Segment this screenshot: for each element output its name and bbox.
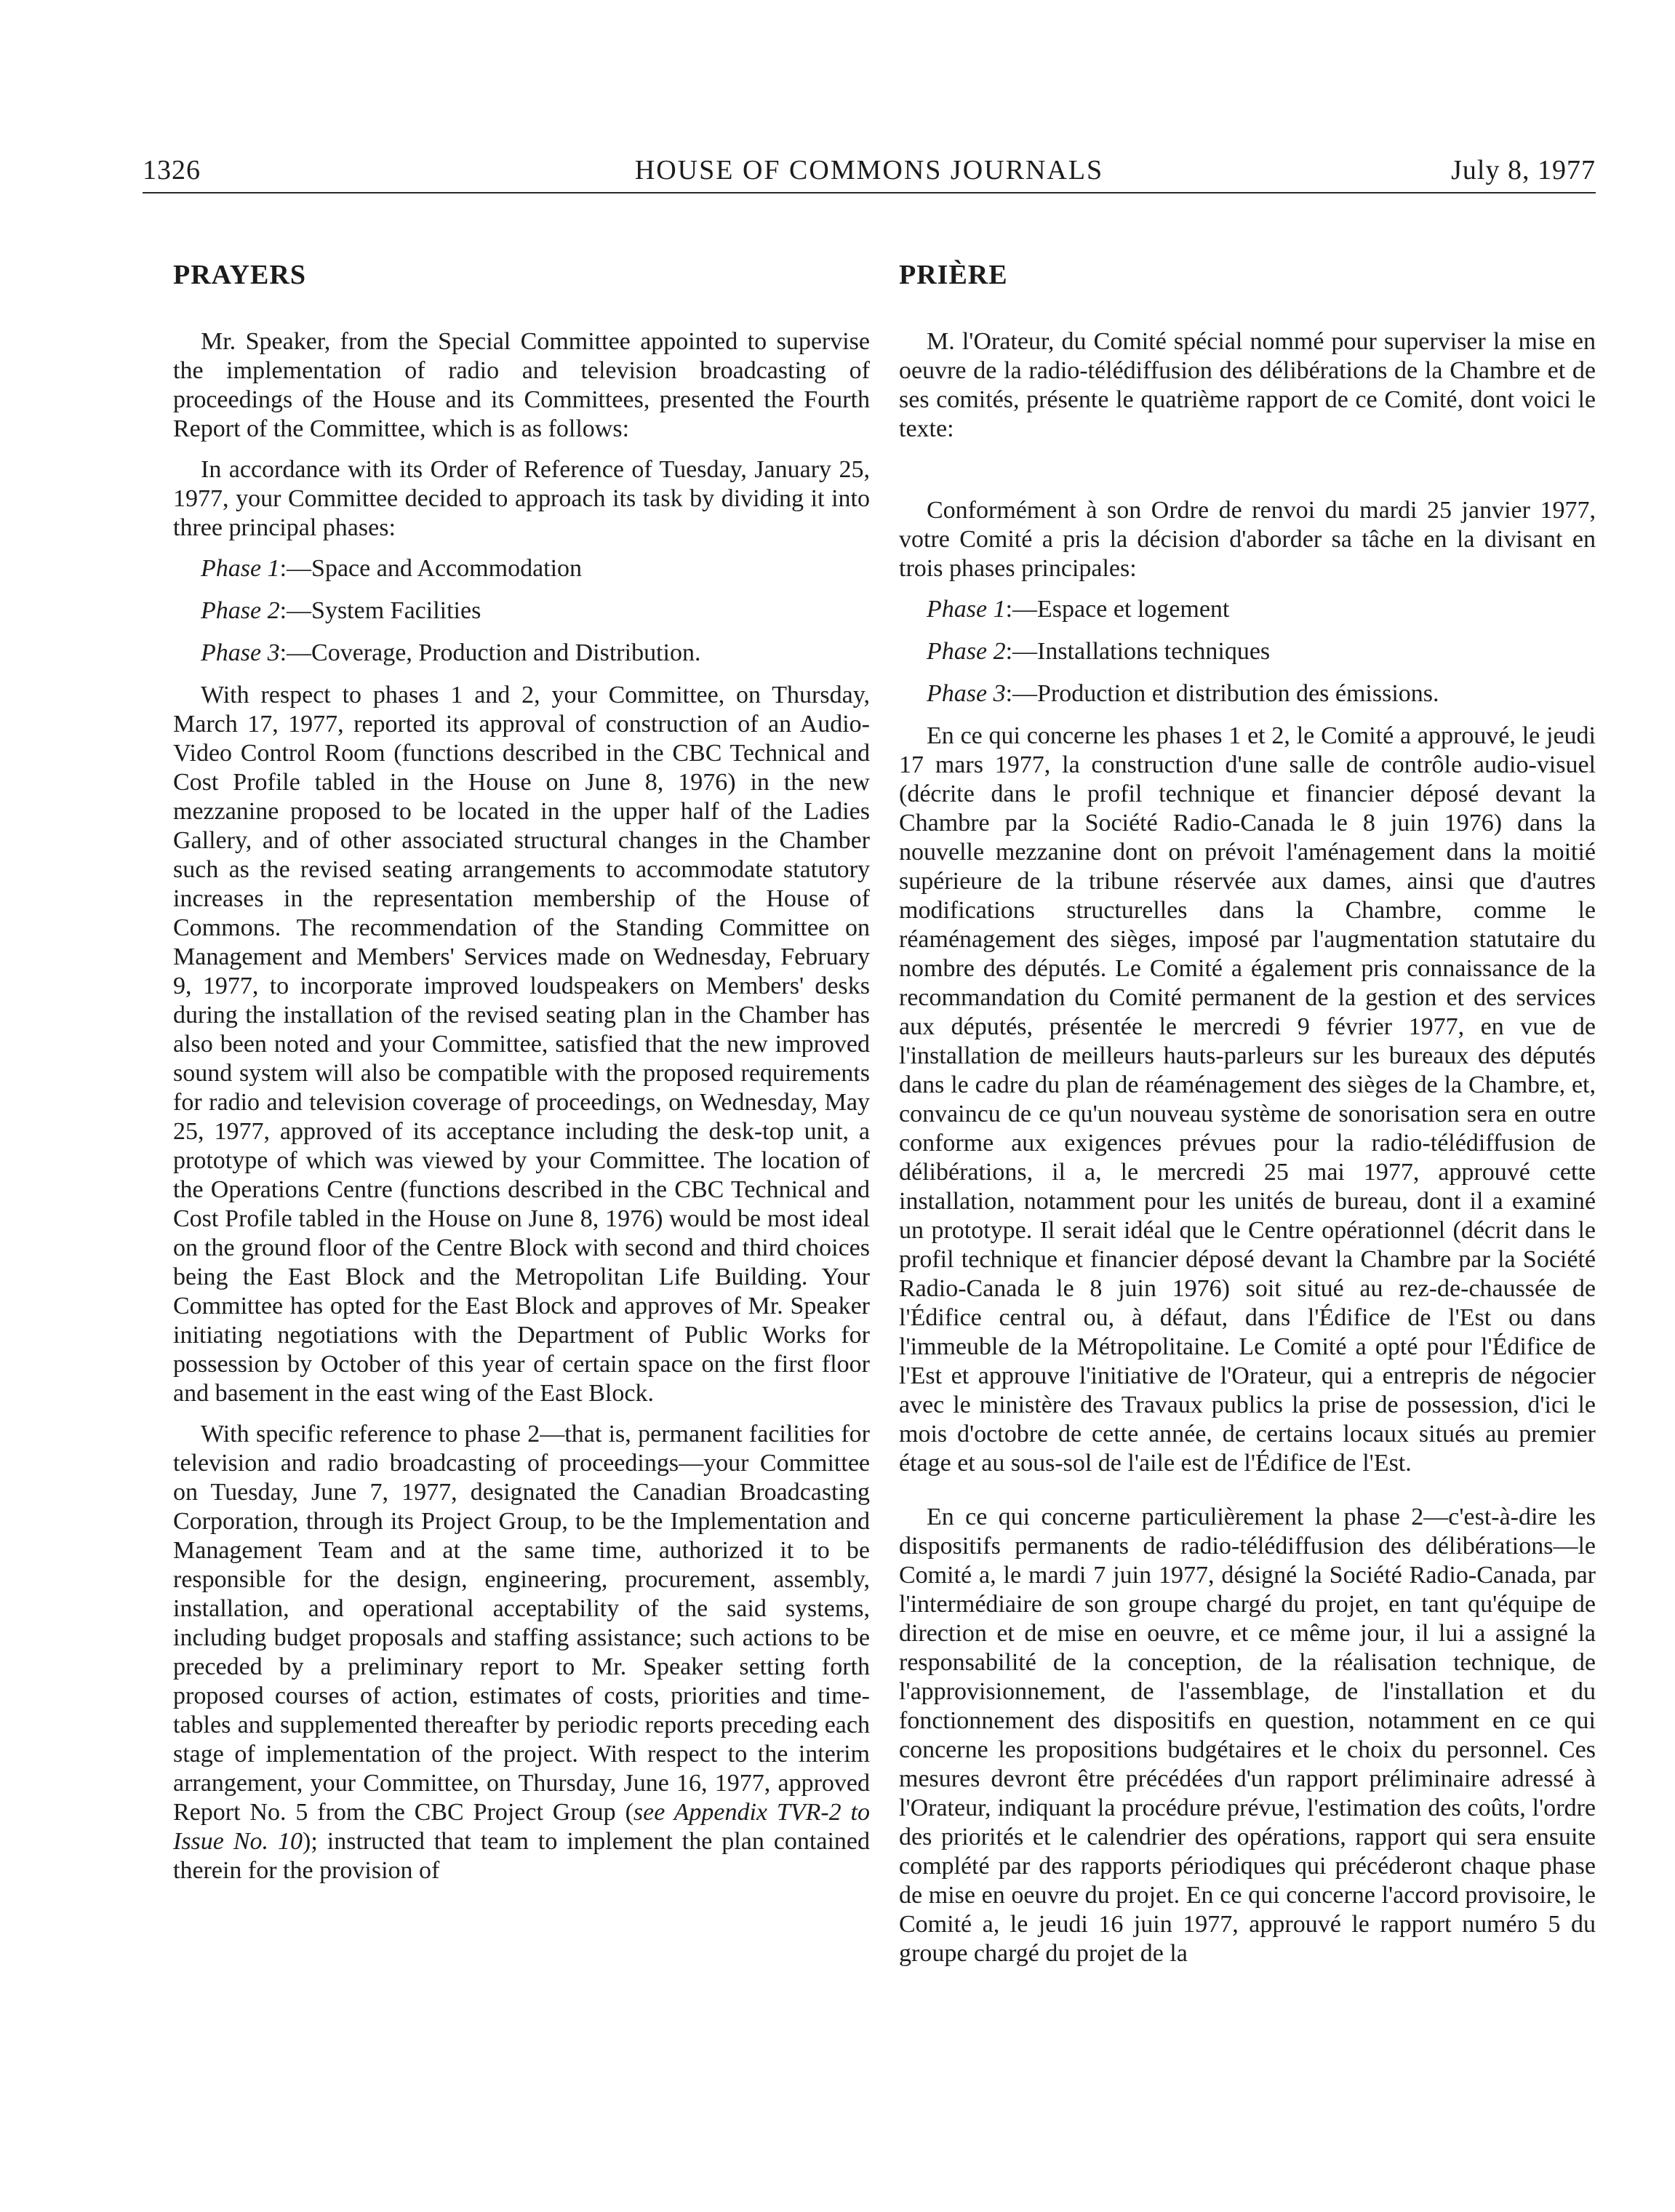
french-phase-3 xyxy=(899,679,1596,708)
english-para-3-start: With specific reference to phase 2—that is, permanent facilities for television and radio broadcasting of proceedings—your Committee on Tuesday, June 7, 1977, designated the Canadian Broadcasting Corporation, through its Project Group, to be the Implementation and Management Team and at the same time, authorized it to be responsible for the design, engineering, procurement, assembly, installation, and operational acceptability of the said systems, including budget proposals and staffing assistance; such actions to be preceded by a preliminary report to Mr. Speaker setting forth proposed courses of action, estimates of costs, priorities and time-tables and supplemented thereafter by periodic reports preceding each stage of implementation of the project. With respect to the interim arrangement, your Committee, on Thursday, June 16, 1977, approved Report No. 5 from the CBC Project Group ( xyxy=(173,1421,870,1826)
page-number: 1326 xyxy=(143,155,201,185)
spacer xyxy=(899,1490,1596,1503)
french-para-1: Conformément à son Ordre de renvoi du mardi 25 janvier 1977, votre Comité a pris la décision d'aborder sa tâche en la divisant en trois phases principales: xyxy=(899,497,1596,582)
english-intro: Mr. Speaker, from the Special Committee appointed to supervise the implementation of radio and television broadcasting of proceedings of the House and its Committees, presented the Fourth Report of the Committee, which is as follows: xyxy=(173,328,870,442)
english-phase-3 xyxy=(173,639,870,668)
french-intro: M. l'Orateur, du Comité spécial nommé pour superviser la mise en oeuvre de la radio-télédiffusion des délibérations de la Chambre et de ses comités, présente le quatrième rapport de ce Comité, dont voici le texte: xyxy=(899,328,1596,442)
journal-title: HOUSE OF COMMONS JOURNALS xyxy=(634,155,1104,185)
phase-text: :—Coverage, Production and Distribution. xyxy=(279,639,701,666)
french-column xyxy=(899,255,1596,1980)
english-column xyxy=(173,255,870,1897)
phase-label: Phase 3 xyxy=(927,680,1006,707)
english-para-3-end: ); instructed that team to implement the plan contained therein for the provision of xyxy=(173,1828,870,1884)
english-phase-1 xyxy=(173,554,870,583)
english-para-1: In accordance with its Order of Reference of Tuesday, January 25, 1977, your Committee decided to approach its task by dividing it into three principal phases: xyxy=(173,456,870,541)
french-phase-2 xyxy=(899,637,1596,666)
english-heading: PRAYERS xyxy=(173,260,306,290)
phase-label: Phase 2 xyxy=(201,597,280,624)
english-phase-2 xyxy=(173,596,870,626)
french-phase-1 xyxy=(899,595,1596,624)
phase-label: Phase 3 xyxy=(201,639,280,666)
phase-label: Phase 2 xyxy=(927,638,1006,665)
phase-text: :—Production et distribution des émissions. xyxy=(1005,680,1439,707)
page-header xyxy=(143,151,1596,193)
phase-text: :—Installations techniques xyxy=(1005,638,1271,665)
phase-text: :—Space and Accommodation xyxy=(279,555,583,582)
english-para-3 xyxy=(173,1420,870,1885)
spacer xyxy=(899,455,1596,496)
phase-label: Phase 1 xyxy=(927,596,1006,623)
phase-label: Phase 1 xyxy=(201,555,280,582)
appendix-reference: see Appendix TVR-2 to Issue No. 10 xyxy=(173,1799,870,1855)
english-para-2: With respect to phases 1 and 2, your Committee, on Thursday, March 17, 1977, reported its approval of construction of an Audio-Video Control Room (functions described in the CBC Technical and Cost Profile tabled in the House on June 8, 1976) in the new mezzanine proposed to be located in the upper half of the Ladies Gallery, and of other associated structural changes in the Chamber such as the revised seating arrangements to accommodate statutory increases in the representation membership of the House of Commons. The recommendation of the Standing Committee on Management and Members' Services made on Wednesday, February 9, 1977, to incorporate improved loudspeakers on Members' desks during the installation of the revised seating plan in the Chamber has also been noted and your Committee, satisfied that the new improved sound system will also be compatible with the proposed requirements for radio and television coverage of proceedings, on Wednesday, May 25, 1977, approved of its acceptance including the desk-top unit, a prototype of which was viewed by your Committee. The location of the Operations Centre (functions described in the CBC Technical and Cost Profile tabled in the House on June 8, 1976) would be most ideal on the ground floor of the Centre Block with second and third choices being the East Block and the Metropolitan Life Building. Your Committee has opted for the East Block and approves of Mr. Speaker initiating negotiations with the Department of Public Works for possession by October of this year of certain space on the first floor and basement in the east wing of the East Block. xyxy=(173,682,870,1407)
phase-text: :—Espace et logement xyxy=(1005,596,1230,623)
phase-text: :—System Facilities xyxy=(279,597,481,624)
header-date: July 8, 1977 xyxy=(1451,155,1596,185)
french-heading: PRIÈRE xyxy=(899,260,1008,290)
french-para-3: En ce qui concerne particulièrement la phase 2—c'est-à-dire les dispositifs permanents de radio-télédiffusion des délibérations—le Comité a, le mardi 7 juin 1977, désigné la Société Radio-Canada, par l'intermédiaire de son groupe chargé du projet, en tant qu'équipe de direction et de mise en oeuvre, et ce même jour, il lui a assigné la responsabilité de la conception, de la réalisation technique, de l'approvisionnement, de l'assemblage, de l'installation et du fonctionnement des dispositifs en question, notamment en ce qui concerne les propositions budgétaires et le choix du personnel. Ces mesures devront être précédées d'un rapport préliminaire adressé à l'Orateur, indiquant la procédure prévue, l'estimation des coûts, l'ordre des priorités et le calendrier des opérations, rapport qui sera ensuite complété par des rapports périodiques qui précéderont chaque phase de mise en oeuvre du projet. En ce qui concerne l'accord provisoire, le Comité a, le jeudi 16 juin 1977, approuvé le rapport numéro 5 du groupe chargé du projet de la xyxy=(899,1504,1596,1967)
french-para-2: En ce qui concerne les phases 1 et 2, le Comité a approuvé, le jeudi 17 mars 1977, la construction d'une salle de contrôle audio-visuel (décrite dans le profil technique et financier déposé devant la Chambre par la Société Radio-Canada le 8 juin 1976) dans la nouvelle mezzanine dont on prévoit l'aménagement dans la moitié supérieure de la tribune réservée aux dames, ainsi que d'autres modifications structurelles dans la Chambre, comme le réaménagement des sièges, imposé par l'augmentation statutaire du nombre des députés. Le Comité a également pris connaissance de la recommandation du Comité permanent de la gestion et des services aux députés, présentée le mercredi 9 février 1977, en vue de l'installation de meilleurs hauts-parleurs sur les bureaux des députés dans le cadre du plan de réaménagement des sièges de la Chambre, et, convaincu de ce qu'un nouveau système de sonorisation sera en outre conforme aux exigences prévues pour la radio-télédiffusion de délibérations, il a, le mercredi 25 mai 1977, approuvé cette installation, notamment pour les unités de bureau, dont il a examiné un prototype. Il serait idéal que le Centre opérationnel (décrit dans le profil technique et financier déposé devant la Chambre par la Société Radio-Canada le 8 juin 1976) soit situé au rez-de-chaussée de l'Édifice central ou, à défaut, dans l'Édifice de l'Est ou dans l'immeuble de la Métropolitaine. Le Comité a opté pour l'Édifice de l'Est et approuve l'initiative de l'Orateur, qui a entrepris de négocier avec le ministère des Travaux publics la prise de possession, d'ici le mois d'octobre de cette année, de certains locaux situés au premier étage et au sous-sol de l'aile est de l'Édifice de l'Est. xyxy=(899,722,1596,1477)
